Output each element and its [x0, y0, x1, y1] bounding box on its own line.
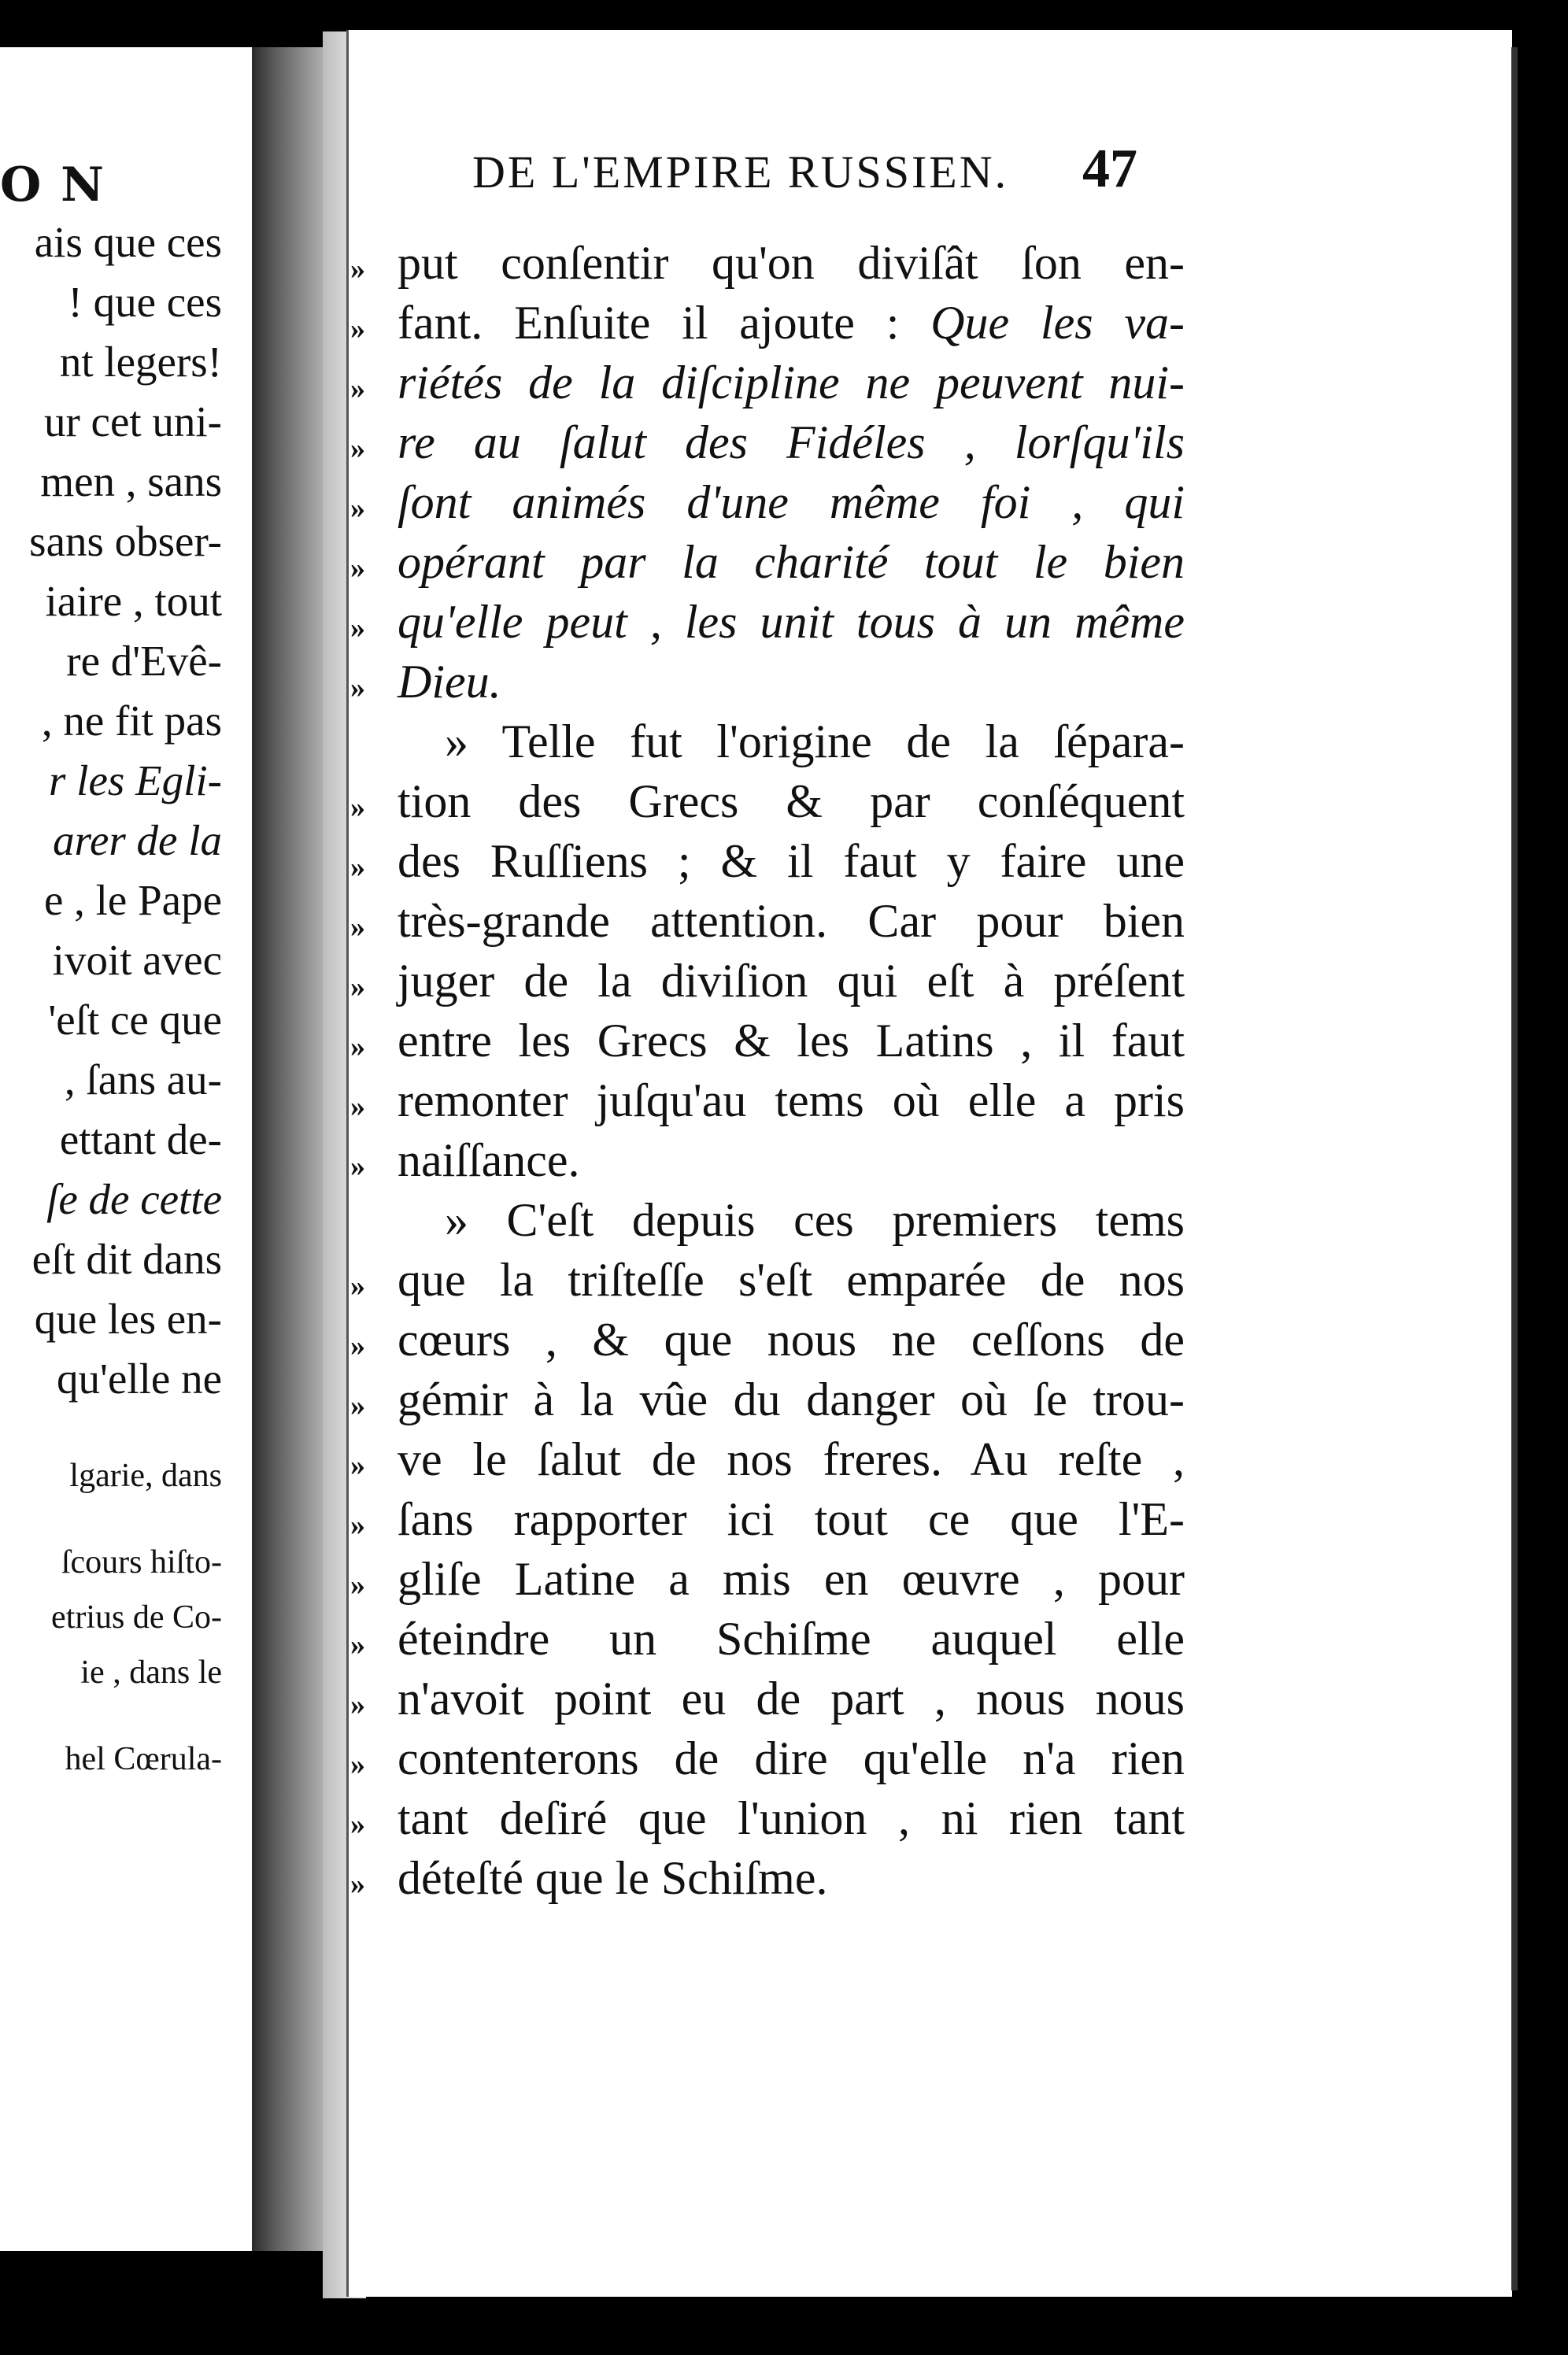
- text-line: [350, 296, 1185, 356]
- page-edge: [1511, 47, 1518, 2290]
- main-text-block: [350, 236, 1185, 1911]
- text-line: [350, 1552, 1185, 1612]
- line-text: [398, 1373, 1185, 1427]
- italic-text: riétés de la diſcipline ne peuvent nui-: [398, 357, 1185, 409]
- guillemet-marker: »: [350, 312, 365, 346]
- text-line: [350, 1313, 1185, 1373]
- italic-text: opérant par la charité tout le bien: [398, 536, 1185, 588]
- left-text-line: e , le Pape: [43, 876, 222, 924]
- line-text: [398, 655, 1185, 709]
- roman-text: ve le ſalut de nos freres. Au reſte ,: [398, 1433, 1185, 1485]
- left-text-line: ettant de-: [59, 1115, 222, 1163]
- guillemet-marker: »: [350, 1389, 365, 1422]
- text-line: [350, 1492, 1185, 1552]
- left-text-line: ur cet uni-: [43, 397, 222, 445]
- guillemet-marker: »: [350, 552, 365, 585]
- left-text-line: men , sans: [40, 457, 222, 505]
- line-text: [398, 1074, 1185, 1128]
- line-text: [398, 1014, 1185, 1068]
- guillemet-marker: »: [350, 372, 365, 405]
- text-line: [350, 475, 1185, 535]
- line-text: [398, 1133, 1185, 1188]
- line-text: [398, 236, 1185, 290]
- guillemet-marker: »: [350, 911, 365, 944]
- line-text: [398, 1851, 1185, 1906]
- text-line: [350, 1791, 1185, 1851]
- line-text: [398, 1253, 1185, 1307]
- guillemet-marker: »: [350, 1090, 365, 1123]
- left-footnote-line: lgarie, dans: [69, 1458, 222, 1494]
- text-line: [350, 775, 1185, 834]
- left-text-line: ſe de cette: [46, 1175, 222, 1223]
- line-text: [445, 715, 1185, 769]
- roman-text: naiſſance.: [398, 1134, 580, 1186]
- line-text: [398, 1732, 1185, 1786]
- left-text-line: , ſans au-: [64, 1055, 222, 1104]
- left-footnote-line: [51, 1700, 222, 1732]
- guillemet-marker: »: [350, 1629, 365, 1662]
- roman-text: que la triſteſſe s'eſt emparée de nos: [398, 1254, 1185, 1306]
- guillemet-marker: »: [350, 1509, 365, 1542]
- guillemet-marker: »: [350, 1748, 365, 1781]
- text-line: [350, 894, 1185, 954]
- roman-text: remonter juſqu'au tems où elle a pris: [398, 1074, 1185, 1126]
- text-line: [350, 1433, 1185, 1492]
- left-text-line: qu'elle ne: [57, 1355, 222, 1403]
- left-facing-page: [0, 47, 253, 2251]
- text-line: [350, 1133, 1185, 1193]
- page-number: 47: [1082, 139, 1137, 199]
- guillemet-marker: »: [350, 1329, 365, 1362]
- guillemet-marker: »: [350, 1270, 365, 1303]
- guillemet-marker: »: [350, 671, 365, 704]
- line-text: [445, 1193, 1185, 1248]
- roman-text: juger de la diviſion qui eſt à préſent: [398, 955, 1185, 1007]
- line-text: [398, 775, 1185, 829]
- guillemet-marker: »: [350, 432, 365, 465]
- italic-text: ſont animés d'une même foi , qui: [398, 476, 1185, 528]
- italic-text: re au ſalut des Fidéles , lorſqu'ils: [398, 416, 1185, 468]
- line-text: [398, 595, 1185, 649]
- left-page-text: [29, 213, 222, 1409]
- text-line: [350, 595, 1185, 655]
- left-text-line: que les en-: [34, 1295, 222, 1343]
- line-text: [398, 1433, 1185, 1487]
- line-text: [398, 296, 1185, 350]
- guillemet-marker: »: [350, 791, 365, 824]
- left-running-head: O N: [0, 157, 105, 213]
- left-text-line: re d'Evê-: [66, 637, 222, 685]
- left-footnote-line: etrius de Co-: [51, 1599, 222, 1636]
- left-footnote-line: ie , dans le: [80, 1654, 222, 1691]
- text-line: [350, 655, 1185, 715]
- line-text: [398, 894, 1185, 948]
- roman-text: fant. Enſuite il ajoute :: [398, 297, 931, 349]
- text-line: [350, 1851, 1185, 1911]
- line-text: [398, 475, 1185, 530]
- running-head: DE L'EMPIRE RUSSIEN.: [472, 146, 1009, 198]
- left-text-line: nt legers!: [59, 338, 222, 386]
- roman-text: gémir à la vûe du danger où ſe trou-: [398, 1373, 1185, 1425]
- line-text: [398, 954, 1185, 1008]
- text-line: [350, 1074, 1185, 1133]
- text-line: [350, 416, 1185, 475]
- line-text: [398, 1672, 1185, 1726]
- line-text: [398, 1552, 1185, 1606]
- guillemet-marker: »: [350, 1808, 365, 1841]
- text-line: [350, 236, 1185, 296]
- text-line: [350, 954, 1185, 1014]
- roman-text: cœurs , & que nous ne ceſſons de: [398, 1314, 1185, 1366]
- text-line: [350, 834, 1185, 894]
- text-line: [350, 1014, 1185, 1074]
- text-line: [350, 1253, 1185, 1313]
- line-text: [398, 1791, 1185, 1846]
- line-text: [398, 356, 1185, 410]
- roman-text: put conſentir qu'on diviſât ſon en-: [398, 237, 1185, 289]
- roman-text: contenterons de dire qu'elle n'a rien: [398, 1732, 1185, 1784]
- guillemet-marker: »: [350, 1688, 365, 1721]
- guillemet-marker: »: [350, 970, 365, 1004]
- left-text-line: eſt dit dans: [31, 1235, 222, 1283]
- left-footnote-line: ſcours hiſto-: [61, 1544, 222, 1580]
- guillemet-marker: »: [350, 492, 365, 525]
- guillemet-marker: »: [350, 1868, 365, 1901]
- roman-text: très-grande attention. Car pour bien: [398, 895, 1185, 947]
- left-text-line: 'eſt ce que: [48, 996, 222, 1044]
- guillemet-marker: »: [350, 612, 365, 645]
- left-page-footnotes: [51, 1448, 222, 1787]
- line-text: [398, 834, 1185, 889]
- line-text: [398, 1612, 1185, 1666]
- left-text-line: ivoit avec: [52, 936, 222, 984]
- roman-text: tant deſiré que l'union , ni rien tant: [398, 1792, 1185, 1844]
- line-text: [398, 535, 1185, 590]
- guillemet-marker: »: [350, 1449, 365, 1482]
- text-line: [350, 535, 1185, 595]
- line-text: [398, 1313, 1185, 1367]
- text-line: [350, 356, 1185, 416]
- text-line: [350, 1373, 1185, 1433]
- line-text: [398, 416, 1185, 470]
- roman-text: » C'eſt depuis ces premiers tems: [445, 1194, 1185, 1246]
- text-line: [350, 715, 1185, 775]
- line-text: [398, 1492, 1185, 1547]
- left-text-line: , ne fit pas: [41, 697, 222, 745]
- left-text-line: r les Egli-: [49, 756, 222, 804]
- guillemet-marker: »: [350, 851, 365, 884]
- text-line: [350, 1672, 1185, 1732]
- roman-text: n'avoit point eu de part , nous nous: [398, 1673, 1185, 1725]
- guillemet-marker: »: [350, 1150, 365, 1183]
- left-text-line: sans obser-: [29, 517, 222, 565]
- left-text-line: iaire , tout: [45, 577, 222, 625]
- roman-text: tion des Grecs & par conſéquent: [398, 775, 1185, 827]
- roman-text: entre les Grecs & les Latins , il faut: [398, 1015, 1185, 1067]
- left-text-line: ais que ces: [34, 218, 222, 266]
- text-line: [350, 1732, 1185, 1791]
- guillemet-marker: »: [350, 253, 365, 286]
- left-text-line: ! que ces: [68, 278, 222, 326]
- roman-text: ſans rapporter ici tout ce que l'E-: [398, 1493, 1185, 1545]
- italic-text: Que les va-: [930, 297, 1185, 349]
- italic-text: qu'elle peut , les unit tous à un même: [398, 596, 1185, 648]
- text-line: [350, 1612, 1185, 1672]
- roman-text: gliſe Latine a mis en œuvre , pour: [398, 1553, 1185, 1605]
- roman-text: éteindre un Schiſme auquel elle: [398, 1613, 1185, 1665]
- left-footnote-line: hel Cœrula-: [65, 1741, 222, 1777]
- guillemet-marker: »: [350, 1030, 365, 1063]
- roman-text: » Telle fut l'origine de la ſépara-: [445, 715, 1185, 767]
- left-text-line: arer de la: [53, 816, 222, 864]
- roman-text: des Ruſſiens ; & il faut y faire une: [398, 835, 1185, 887]
- guillemet-marker: »: [350, 1569, 365, 1602]
- italic-text: Dieu.: [398, 656, 501, 708]
- left-footnote-line: [51, 1503, 222, 1535]
- roman-text: déteſté que le Schiſme.: [398, 1852, 828, 1904]
- text-line: [350, 1193, 1185, 1253]
